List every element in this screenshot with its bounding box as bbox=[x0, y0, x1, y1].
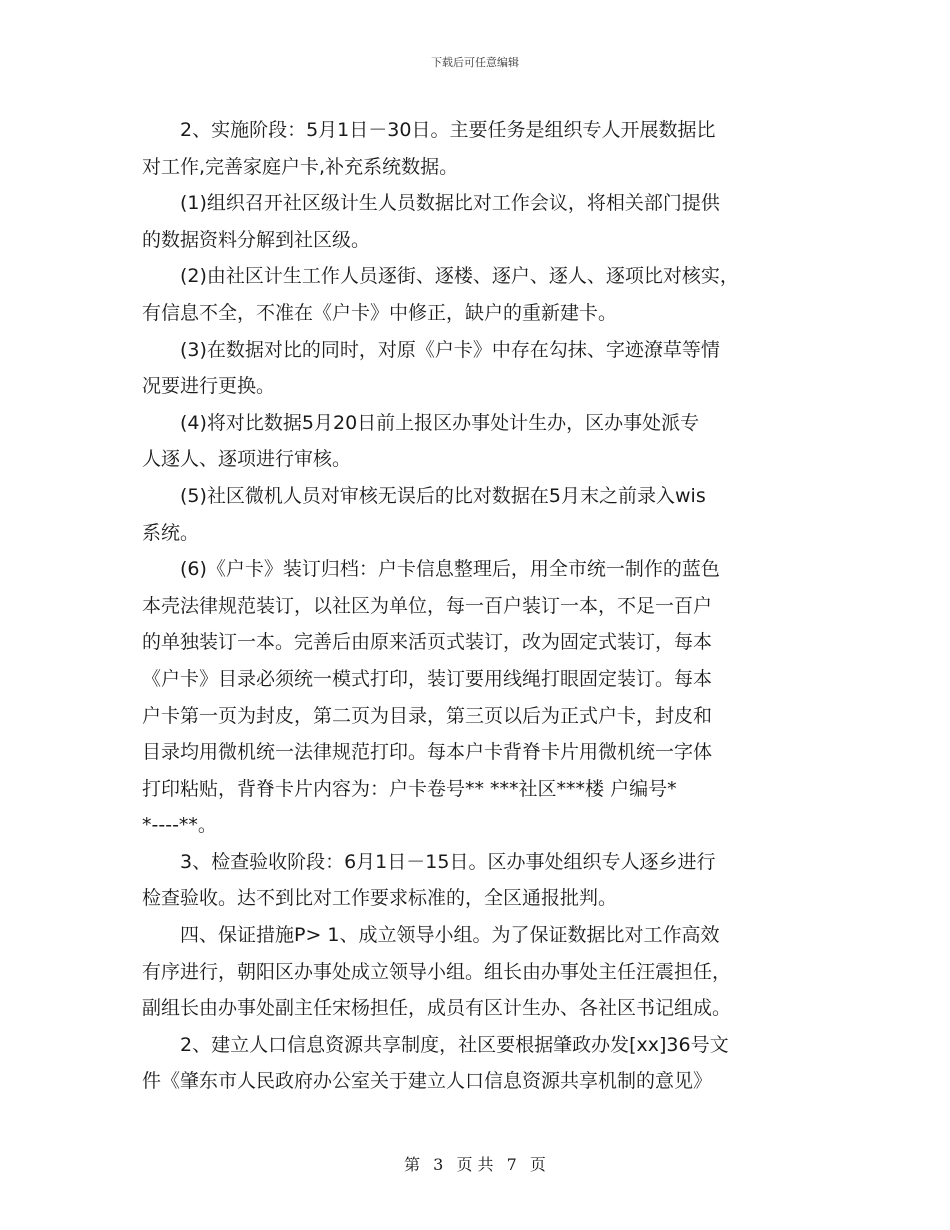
paragraph-line: 系统。 bbox=[142, 521, 200, 544]
paragraph: (4)将对比数据5月20日前上报区办事处计生办，区办事处派专 bbox=[180, 411, 700, 434]
document-body bbox=[142, 112, 818, 1100]
paragraph: (2)由社区计生工作人员逐街、逐楼、逐户、逐人、逐项比对核实， bbox=[180, 265, 739, 288]
paragraph: 四、保证措施P> 1、成立领导小组。为了保证数据比对工作高效 bbox=[180, 924, 720, 947]
paragraph-line: 目录均用微机统一法律规范打印。每本户卡背脊卡片用微机统一字体 bbox=[142, 741, 713, 764]
paragraph-line: 有信息不全，不准在《户卡》中修正，缺户的重新建卡。 bbox=[142, 301, 618, 324]
paragraph: 2、建立人口信息资源共享制度，社区要根据肇政办发[xx]36号文 bbox=[180, 1033, 729, 1056]
page-label-suffix: 页 bbox=[529, 1155, 546, 1174]
total-pages-number: 7 bbox=[506, 1155, 517, 1174]
paragraph-line: 对工作,完善家庭户卡,补充系统数据。 bbox=[142, 155, 459, 178]
paragraph-line: 人逐人、逐项进行审核。 bbox=[142, 448, 352, 471]
current-page-number: 3 bbox=[433, 1155, 444, 1174]
paragraph-line: 有序进行，朝阳区办事处成立领导小组。组长由办事处主任汪震担任， bbox=[142, 960, 732, 983]
page-label-prefix: 第 bbox=[404, 1155, 421, 1174]
paragraph: (5)社区微机人员对审核无误后的比对数据在5月末之前录入wis bbox=[180, 484, 706, 507]
paragraph-line: 况要进行更换。 bbox=[142, 375, 276, 398]
paragraph-line: 的数据资料分解到社区级。 bbox=[142, 228, 371, 251]
paragraph: 2、实施阶段：5月1日－30日。主要任务是组织专人开展数据比 bbox=[180, 119, 716, 141]
page-footer bbox=[0, 1152, 950, 1175]
page-label-mid: 页 共 bbox=[456, 1155, 494, 1174]
paragraph-line: 检查验收。达不到比对工作要求标准的，全区通报批判。 bbox=[142, 887, 618, 910]
paragraph: (1)组织召开社区级计生人员数据比对工作会议，将相关部门提供 bbox=[180, 192, 720, 215]
paragraph: 3、检查验收阶段：6月1日－15日。区办事处组织专人逐乡进行 bbox=[180, 850, 716, 873]
paragraph-line: 本壳法律规范装订，以社区为单位，每一百户装订一本，不足一百户 bbox=[142, 594, 713, 617]
paragraph-line: *----**。 bbox=[142, 814, 217, 837]
paragraph-line: 打印粘贴，背脊卡片内容为：户卡卷号** ***社区***楼 户编号* bbox=[142, 777, 677, 800]
paragraph-line: 件《肇东市人民政府办公室关于建立人口信息资源共享机制的意见》 bbox=[142, 1070, 713, 1093]
paragraph-line: 的单独装订一本。完善后由原来活页式装订，改为固定式装订，每本 bbox=[142, 631, 713, 654]
paragraph-line: 副组长由办事处副主任宋杨担任，成员有区计生办、各社区书记组成。 bbox=[142, 997, 732, 1020]
page-header: 下载后可任意编辑 bbox=[431, 56, 519, 69]
paragraph: (6)《户卡》装订归档：户卡信息整理后，用全市统一制作的蓝色 bbox=[180, 558, 720, 581]
paragraph-line: 《户卡》目录必须统一模式打印，装订要用线绳打眼固定装订。每本 bbox=[142, 667, 713, 690]
paragraph-line: 户卡第一页为封皮，第二页为目录，第三页以后为正式户卡，封皮和 bbox=[142, 704, 713, 727]
paragraph: (3)在数据对比的同时，对原《户卡》中存在勾抹、字迹潦草等情 bbox=[180, 338, 720, 361]
